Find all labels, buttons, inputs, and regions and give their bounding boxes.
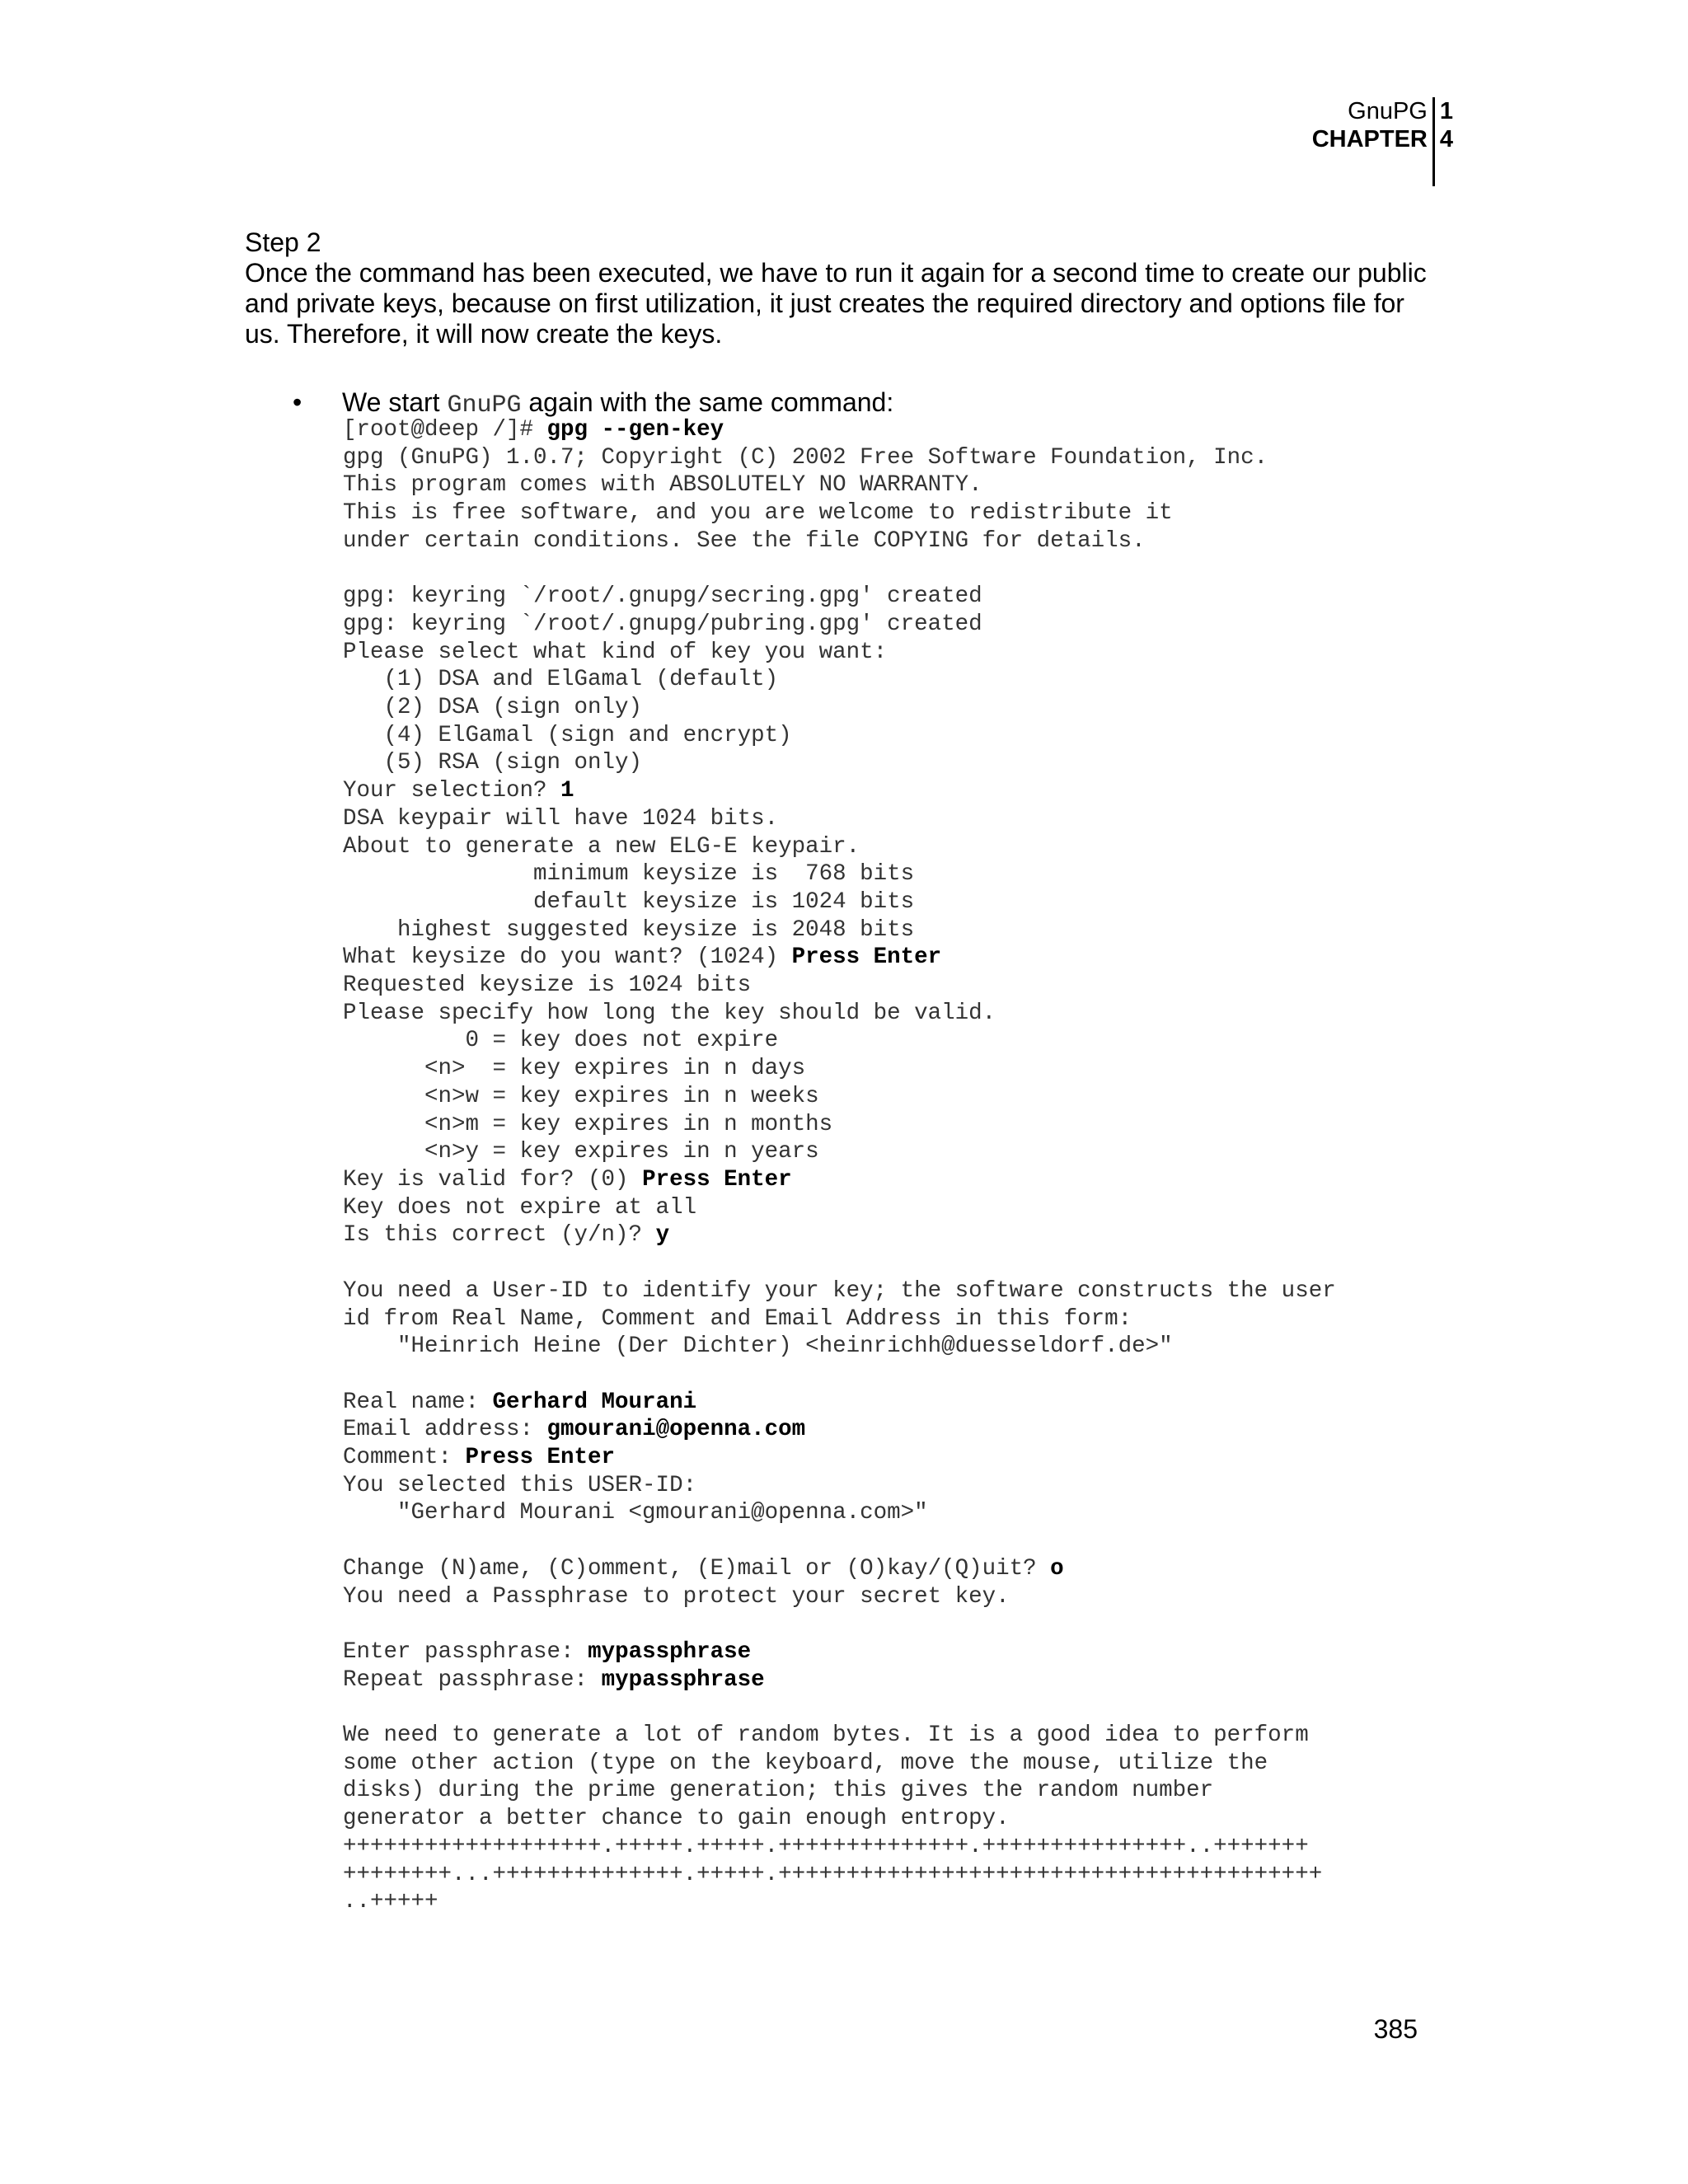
terminal-command: gpg --gen-key	[546, 417, 724, 443]
terminal-entropy-block: We need to generate a lot of random bytes. It is a good idea to perform some other action (type on the keyboard, move the mouse, utilize the disks) during the prime generation; this gives the random number generator a better chance to gain enough entropy. +++++++++++++++++++.+++++.+++++.++++++++++++++.+++++++++++++++..+++++++ ++++++++...++++++++++++++.+++++.++++++++++++++++++++++++++++++++++++++++ ..+++++	[343, 1722, 1323, 1915]
chapter-digit-2: 4	[1439, 126, 1453, 152]
terminal-prompt: [root@deep /]#	[343, 417, 547, 443]
bullet-text-before: We start	[342, 387, 448, 417]
bullet-text-after: again with the same command:	[521, 387, 894, 417]
page-number: 385	[1373, 2014, 1418, 2044]
terminal-email: gmourani@openna.com	[546, 1417, 806, 1443]
terminal-comment-label: Comment:	[343, 1445, 452, 1471]
header-title: GnuPG	[1348, 98, 1428, 124]
terminal-change-answer: o	[1050, 1555, 1064, 1582]
step-heading: Step 2	[245, 227, 321, 257]
terminal-comment-answer: Press Enter	[465, 1445, 616, 1471]
terminal-keysize-answer: Press Enter	[791, 944, 942, 971]
terminal-correct-block: Key does not expire at all Is this correct (y/n)?	[343, 1194, 697, 1249]
header-rule-extension	[1312, 153, 1428, 186]
header-chapter-number	[1435, 97, 1453, 186]
terminal-passphrase-block: You need a Passphrase to protect your secret key. Enter passphrase:	[343, 1583, 1010, 1665]
terminal-transcript	[343, 416, 1336, 1916]
terminal-passphrase: mypassphrase	[588, 1638, 752, 1665]
header-titles	[1312, 97, 1435, 186]
terminal-selection: 1	[560, 778, 574, 804]
terminal-repeat-label: Repeat passphrase:	[343, 1666, 588, 1693]
terminal-repeat-passphrase: mypassphrase	[601, 1666, 765, 1693]
terminal-email-label: Email address:	[343, 1417, 534, 1443]
bullet-inline-code: GnuPG	[447, 391, 522, 419]
terminal-userid-block: You need a User-ID to identify your key; the software constructs the user id from Real Name, Comment and Email Address in this form: "Heinrich Heine (Der Dichter) <heinrichh@duesseldorf.de>" Real name:	[343, 1277, 1336, 1415]
chapter-digit-1: 1	[1439, 98, 1453, 124]
terminal-selected-block: You selected this USER-ID: "Gerhard Mourani <gmourani@openna.com>" Change (N)ame, (C)omment, (E)mail or (O)kay/(Q)uit?	[343, 1472, 1037, 1582]
terminal-keysize-block: DSA keypair will have 1024 bits. About to generate a new ELG-E keypair. minimum keysize is 768 bits default keysize is 1024 bits highest suggested keysize is 2048 bits What keysize do you want? (1024)	[343, 805, 915, 971]
bullet-dot-icon: •	[293, 387, 302, 417]
terminal-validity-answer: Press Enter	[642, 1166, 792, 1193]
section-body	[245, 227, 1440, 349]
terminal-validity-block: Requested keysize is 1024 bits Please specify how long the key should be valid. 0 = key does not expire <n> = key expires in n days <n>w = key expires in n weeks <n>m = key expires in n months <n>y = key expires in n years Key is valid for? (0)	[343, 972, 996, 1193]
terminal-correct-answer: y	[655, 1222, 670, 1249]
running-header	[1312, 97, 1453, 186]
step-paragraph: Once the command has been executed, we have to run it again for a second time to create our public and private keys, because on first utilization, it just creates the required directory and options file for us. Therefore, it will now create the keys.	[245, 258, 1427, 349]
header-chapter-label: CHAPTER	[1311, 126, 1428, 152]
terminal-intro: gpg (GnuPG) 1.0.7; Copyright (C) 2002 Free Software Foundation, Inc. This program comes with ABSOLUTELY NO WARRANTY. This is free software, and you are welcome to redistribute it under certain conditions. See the file COPYING for details. gpg: keyring `/root/.gnupg/secring.gpg' created gpg: keyring `/root/.gnupg/pubring.gpg' created Please select what kind of key you want: (1) DSA and ElGamal (default) (2) DSA (sign only) (4) ElGamal (sign and encrypt) (5) RSA (sign only) Your selection?	[343, 444, 1268, 804]
terminal-real-name: Gerhard Mourani	[492, 1389, 697, 1415]
